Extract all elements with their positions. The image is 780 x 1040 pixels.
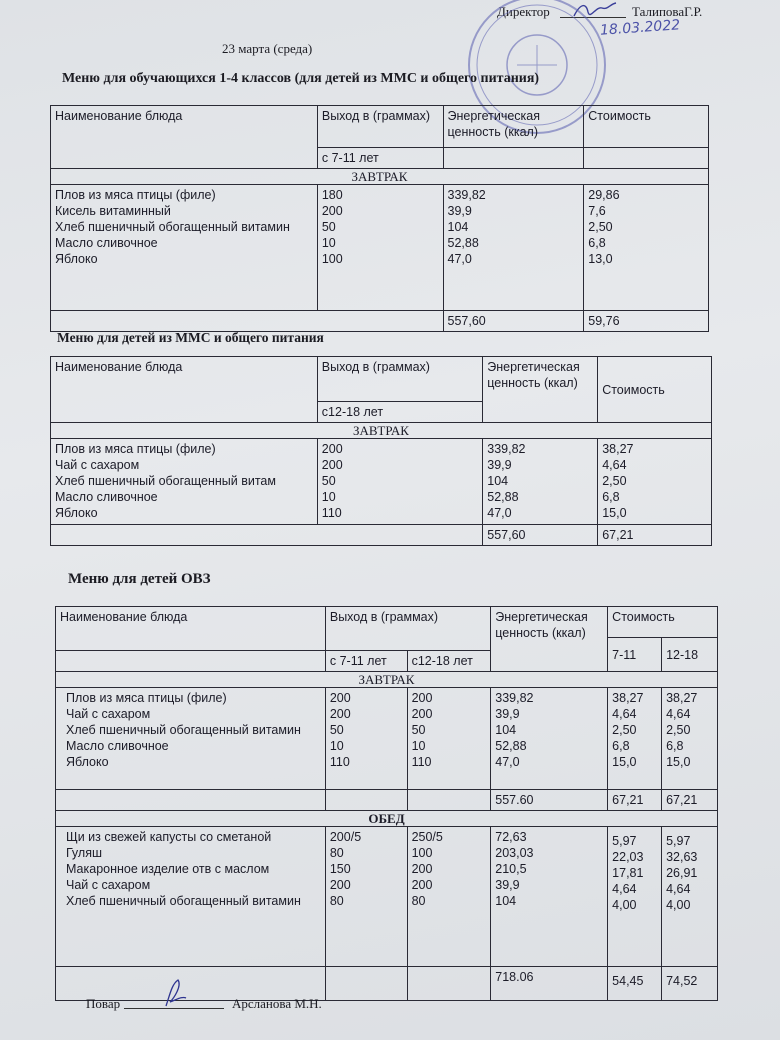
dish-yield: 200 (411, 707, 433, 721)
dish-cost: 6,8 (612, 739, 630, 753)
dish-yield: 200 (321, 204, 343, 218)
dish-name: Плов из мяса птицы (филе) (55, 188, 216, 202)
dish-yields-12-18 (407, 688, 491, 790)
cook-name: Арсланова М.Н. (232, 996, 322, 1011)
section1-title: Меню для обучающихся 1-4 классов (для детей из ММС и общего питания) (62, 71, 540, 86)
dish-name: Масло сливочное (55, 236, 158, 250)
dish-names (56, 688, 326, 790)
breakfast-total-cost-12-18: 67,21 (662, 790, 718, 811)
menu-date: 23 марта (среда) (222, 41, 313, 56)
dish-yield: 150 (329, 862, 351, 876)
dish-name: Чай с сахаром (66, 878, 151, 892)
header-energy: Энергетическая ценность (ккал) (443, 106, 584, 148)
dish-energy: 72,63 (495, 830, 527, 844)
header-energy: Энергетическая ценность (ккал) (483, 357, 598, 423)
header-cost: Стоимость (598, 357, 712, 423)
dish-yields-7-11 (325, 827, 407, 967)
dish-cost: 15,0 (666, 755, 691, 769)
dish-yield: 200/5 (329, 830, 362, 844)
dish-name: Чай с сахаром (55, 458, 140, 472)
dish-cost: 2,50 (612, 723, 637, 737)
dish-energies (491, 688, 608, 790)
lunch-total-energy: 718.06 (491, 967, 608, 1001)
meal-breakfast: ЗАВТРАК (51, 169, 709, 185)
dish-cost: 38,27 (602, 442, 634, 456)
dish-name: Хлеб пшеничный обогащенный витамин (55, 220, 290, 234)
dish-name: Масло сливочное (66, 739, 169, 753)
dish-energy: 203,03 (495, 846, 534, 860)
dish-energy: 39,9 (447, 204, 472, 218)
dish-energies (443, 185, 584, 311)
section1-table (50, 105, 709, 332)
dish-yield: 10 (329, 739, 344, 753)
dish-cost: 15,0 (612, 755, 637, 769)
dish-cost: 4,00 (612, 898, 637, 912)
dish-yield: 10 (411, 739, 426, 753)
header-yield: Выход в (граммах) (317, 357, 482, 402)
dish-energy: 104 (487, 474, 509, 488)
dish-cost: 7,6 (588, 204, 606, 218)
dish-costs-7-11 (608, 688, 662, 790)
dish-energy: 339,82 (447, 188, 486, 202)
dish-name: Плов из мяса птицы (филе) (55, 442, 216, 456)
dish-yield: 200 (411, 878, 433, 892)
lunch-total-cost-7-11: 54,45 (608, 967, 662, 1001)
dish-yield: 80 (329, 894, 344, 908)
header-yield: Выход в (граммах) (325, 607, 490, 651)
dish-yield: 50 (329, 723, 344, 737)
dish-name: Щи из свежей капусты со сметаной (66, 830, 272, 844)
dish-cost: 13,0 (588, 252, 613, 266)
header-name: Наименование блюда (51, 357, 318, 423)
total-energy: 557,60 (443, 311, 584, 332)
header-age-7-11: с 7-11 лет (325, 651, 407, 672)
dish-costs-12-18 (662, 827, 718, 967)
dish-yield: 200 (411, 691, 433, 705)
dish-yield: 50 (321, 220, 336, 234)
dish-name: Масло сливочное (55, 490, 158, 504)
total-energy: 557,60 (483, 525, 598, 546)
dish-cost: 4,00 (666, 898, 691, 912)
dish-energy: 104 (447, 220, 469, 234)
dish-energies (483, 439, 598, 525)
dish-name: Хлеб пшеничный обогащенный витамин (66, 723, 301, 737)
dish-energy: 39,9 (495, 878, 520, 892)
dish-costs (584, 185, 709, 311)
dish-energy: 104 (495, 723, 517, 737)
dish-yield: 10 (321, 236, 336, 250)
dish-cost: 4,64 (666, 707, 691, 721)
header-cost-7-11: 7-11 (608, 638, 662, 672)
dish-yield: 200 (329, 707, 351, 721)
dish-cost: 6,8 (602, 490, 620, 504)
breakfast-total-cost-7-11: 67,21 (608, 790, 662, 811)
dish-cost: 4,64 (602, 458, 627, 472)
header-cost-12-18: 12-18 (662, 638, 718, 672)
dish-yields-7-11 (325, 688, 407, 790)
dish-energy: 104 (495, 894, 517, 908)
director-label: Директор (497, 4, 550, 19)
header-energy: Энергетическая ценность (ккал) (491, 607, 608, 672)
dish-energy: 210,5 (495, 862, 527, 876)
header-cost: Стоимость (584, 106, 709, 148)
dish-yields (317, 439, 482, 525)
dish-yield: 110 (411, 755, 432, 769)
dish-energy: 339,82 (487, 442, 526, 456)
dish-yield: 250/5 (411, 830, 443, 844)
dish-cost: 32,63 (666, 850, 698, 864)
header-yield: Выход в (граммах) (317, 106, 443, 148)
director-name: ТалиповаГ.Р. (632, 4, 703, 19)
dish-cost: 22,03 (612, 850, 644, 864)
dish-yield: 10 (321, 490, 336, 504)
dish-yield: 110 (329, 755, 350, 769)
header-age-12-18: с12-18 лет (407, 651, 491, 672)
dish-name: Хлеб пшеничный обогащенный витам (55, 474, 276, 488)
dish-yield: 200 (329, 691, 351, 705)
dish-yield: 50 (321, 474, 336, 488)
dish-yields (317, 185, 443, 311)
dish-cost: 29,86 (588, 188, 620, 202)
dish-energy: 47,0 (447, 252, 472, 266)
dish-energy: 52,88 (495, 739, 527, 753)
dish-yields-12-18 (407, 827, 491, 967)
header-name: Наименование блюда (51, 106, 318, 169)
lunch-total-cost-12-18: 74,52 (662, 967, 718, 1001)
dish-cost: 38,27 (666, 691, 698, 705)
dish-energy: 39,9 (495, 707, 520, 721)
dish-yield: 200 (321, 458, 343, 472)
dish-name: Яблоко (55, 506, 98, 520)
dish-energy: 39,9 (487, 458, 512, 472)
section3-title: Меню для детей ОВЗ (68, 571, 211, 587)
dish-yield: 100 (321, 252, 343, 266)
dish-cost: 17,81 (612, 866, 644, 880)
dish-cost: 26,91 (666, 866, 698, 880)
dish-costs (598, 439, 712, 525)
header-age: с12-18 лет (317, 402, 482, 423)
header-name: Наименование блюда (56, 607, 326, 651)
dish-yield: 100 (411, 846, 433, 860)
header-cost: Стоимость (608, 607, 718, 638)
breakfast-total-energy: 557.60 (491, 790, 608, 811)
signed-date: 18.03.2022 (599, 17, 681, 39)
dish-energy: 47,0 (487, 506, 512, 520)
meal-lunch: ОБЕД (56, 811, 718, 827)
dish-cost: 6,8 (666, 739, 684, 753)
dish-cost: 4,64 (612, 882, 637, 896)
dish-energy: 52,88 (487, 490, 519, 504)
dish-energies (491, 827, 608, 967)
dish-names (51, 439, 318, 525)
dish-name: Хлеб пшеничный обогащенный витамин (66, 894, 301, 908)
dish-cost: 6,8 (588, 236, 606, 250)
dish-energy: 47,0 (495, 755, 520, 769)
cook-label: Повар (86, 996, 121, 1011)
dish-cost: 4,64 (666, 882, 691, 896)
dish-cost: 4,64 (612, 707, 637, 721)
dish-yield: 180 (321, 188, 343, 202)
dish-yield: 110 (321, 506, 342, 520)
dish-cost: 15,0 (602, 506, 627, 520)
dish-costs-12-18 (662, 688, 718, 790)
dish-cost: 2,50 (666, 723, 691, 737)
dish-yield: 200 (321, 442, 343, 456)
dish-yield: 200 (411, 862, 433, 876)
dish-cost: 2,50 (602, 474, 627, 488)
meal-breakfast: ЗАВТРАК (51, 423, 712, 439)
cook-signature (158, 976, 192, 1010)
dish-name: Чай с сахаром (66, 707, 151, 721)
dish-yield: 80 (411, 894, 426, 908)
total-cost: 59,76 (584, 311, 709, 332)
dish-cost: 2,50 (588, 220, 613, 234)
dish-names (51, 185, 318, 311)
total-cost: 67,21 (598, 525, 712, 546)
dish-cost: 5,97 (612, 834, 637, 848)
dish-cost: 38,27 (612, 691, 644, 705)
dish-costs-7-11 (608, 827, 662, 967)
section2-table (50, 356, 712, 546)
dish-name: Гуляш (66, 846, 102, 860)
dish-energy: 52,88 (447, 236, 479, 250)
dish-yield: 50 (411, 723, 426, 737)
dish-energy: 339,82 (495, 691, 534, 705)
dish-name: Яблоко (66, 755, 109, 769)
dish-name: Кисель витаминный (55, 204, 171, 218)
dish-name: Яблоко (55, 252, 98, 266)
dish-yield: 200 (329, 878, 351, 892)
dish-cost: 5,97 (666, 834, 691, 848)
dish-name: Плов из мяса птицы (филе) (66, 691, 227, 705)
section2-title: Меню для детей из ММС и общего питания (57, 330, 324, 345)
dish-name: Макаронное изделие отв с маслом (66, 862, 270, 876)
dish-names (56, 827, 326, 967)
section3-table (55, 606, 718, 1001)
meal-breakfast: ЗАВТРАК (56, 672, 718, 688)
header-age: с 7-11 лет (317, 148, 443, 169)
dish-yield: 80 (329, 846, 344, 860)
